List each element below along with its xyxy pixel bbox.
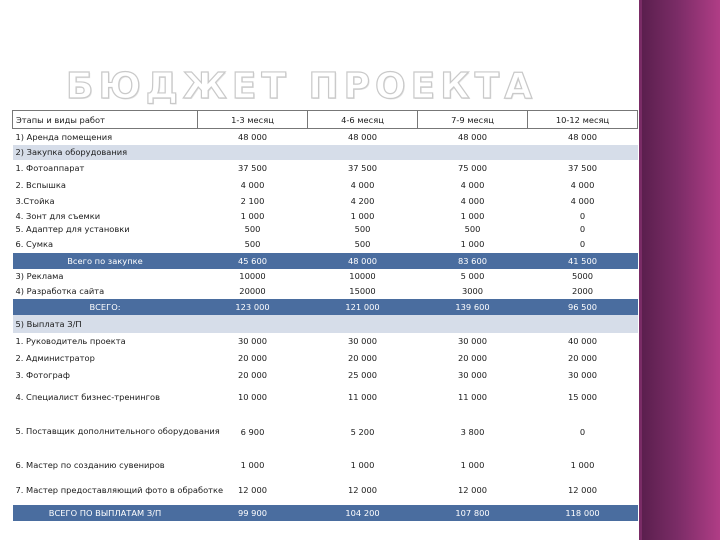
cell-value: 48 000 — [347, 131, 378, 142]
cell-value: 48 000 — [457, 131, 488, 142]
table-row — [13, 284, 638, 299]
row-label: 3) Реклама — [15, 271, 64, 281]
cell-value: 0 — [579, 210, 586, 221]
cell-value: 37 500 — [567, 163, 598, 173]
cell-value: 12 000 — [347, 485, 378, 495]
cell-value: 30 000 — [237, 336, 268, 346]
table-row — [13, 160, 638, 177]
cell-value: 11 000 — [347, 391, 378, 402]
cell-value: 41 500 — [528, 253, 638, 269]
cell-value: 4 000 — [460, 195, 485, 206]
cell-value: 0 — [579, 239, 586, 249]
cell-value: 75 000 — [457, 163, 488, 173]
cell-value: 20 000 — [457, 352, 488, 363]
cell-value: 139 600 — [418, 299, 528, 315]
total-row-salary — [13, 505, 638, 521]
table-row — [13, 236, 638, 253]
table-row — [13, 350, 638, 366]
cell-value: 3 800 — [460, 426, 485, 437]
cell-value: 500 — [354, 224, 371, 234]
table-row — [13, 366, 638, 384]
table-row — [13, 193, 638, 209]
cell-value: 0 — [579, 224, 586, 234]
cell-value: 30 000 — [347, 336, 378, 346]
cell-value: 10000 — [349, 271, 376, 281]
cell-value: 1 000 — [460, 210, 485, 221]
row-label: ВСЕГО: — [13, 299, 198, 315]
cell-value: 45 600 — [198, 253, 308, 269]
cell-value: 48 000 — [567, 131, 598, 142]
cell-value: 0 — [579, 426, 586, 437]
cell-value: 1 000 — [240, 459, 265, 470]
table-row — [13, 454, 638, 476]
budget-table — [12, 110, 638, 521]
section-row — [13, 315, 638, 333]
cell-value: 20000 — [239, 286, 266, 296]
cell-value: 20 000 — [347, 352, 378, 363]
cell-value: 4 000 — [570, 195, 595, 206]
cell-value: 30 000 — [457, 336, 488, 346]
cell-value: 1 000 — [350, 210, 375, 221]
cell-value — [528, 315, 638, 333]
row-label: 5) Выплата З/П — [13, 315, 198, 333]
cell-value: 20 000 — [237, 352, 268, 363]
cell-value: 10 000 — [237, 391, 268, 402]
cell-value: 12 000 — [567, 485, 598, 495]
cell-value: 118 000 — [528, 505, 638, 521]
cell-value — [418, 315, 528, 333]
cell-value: 12 000 — [457, 485, 488, 495]
row-label: 3.Стойка — [15, 195, 55, 206]
cell-value: 1 000 — [460, 459, 485, 470]
cell-value: 123 000 — [198, 299, 308, 315]
section-row — [13, 145, 638, 160]
table-row — [13, 177, 638, 193]
table-row — [13, 269, 638, 284]
table-row — [13, 333, 638, 350]
cell-value: 25 000 — [347, 369, 378, 380]
header-month-1-3: 1-3 месяц — [198, 111, 308, 129]
row-label: 1) Аренда помещения — [15, 131, 113, 142]
row-label: 4. Специалист бизнес-тренингов — [15, 391, 161, 402]
cell-value — [418, 145, 528, 160]
cell-value: 5 000 — [460, 271, 485, 281]
cell-value: 10000 — [239, 271, 266, 281]
cell-value: 1 000 — [240, 210, 265, 221]
cell-value — [308, 145, 418, 160]
cell-value: 4 000 — [350, 179, 375, 190]
cell-value: 15000 — [349, 286, 376, 296]
row-label: 2. Вспышка — [15, 179, 66, 190]
row-label: 4. Зонт для съемки — [15, 210, 101, 221]
cell-value — [198, 315, 308, 333]
table-row — [13, 410, 638, 454]
table-row — [13, 223, 638, 236]
cell-value: 4 200 — [350, 195, 375, 206]
table-header-row — [13, 111, 638, 129]
row-label: 1. Фотоаппарат — [15, 163, 85, 173]
cell-value: 104 200 — [308, 505, 418, 521]
table-row — [13, 384, 638, 410]
decorative-side-band — [642, 0, 720, 540]
header-month-10-12: 10-12 месяц — [528, 111, 638, 129]
table-row — [13, 129, 638, 145]
cell-value: 30 000 — [457, 369, 488, 380]
cell-value: 4 000 — [570, 179, 595, 190]
cell-value: 37 500 — [347, 163, 378, 173]
cell-value — [198, 145, 308, 160]
row-label: 4) Разработка сайта — [15, 286, 105, 296]
cell-value: 96 500 — [528, 299, 638, 315]
cell-value: 1 000 — [570, 459, 595, 470]
header-stages: Этапы и виды работ — [13, 111, 198, 129]
table-row — [13, 209, 638, 223]
cell-value: 500 — [244, 224, 261, 234]
cell-value: 4 000 — [460, 179, 485, 190]
row-label: 7. Мастер предоставляющий фото в обработке — [15, 484, 224, 495]
cell-value: 20 000 — [237, 369, 268, 380]
slide-title: БЮДЖЕТ ПРОЕКТА — [66, 66, 538, 107]
cell-value: 11 000 — [457, 391, 488, 402]
row-label: 6. Сумка — [15, 239, 54, 249]
header-month-4-6: 4-6 месяц — [308, 111, 418, 129]
cell-value: 48 000 — [308, 253, 418, 269]
cell-value: 500 — [354, 239, 371, 249]
cell-value: 2 100 — [240, 195, 265, 206]
cell-value: 1 000 — [460, 239, 485, 249]
cell-value: 99 900 — [198, 505, 308, 521]
row-label: 5. Поставщик дополнительного оборудования — [15, 426, 220, 436]
row-label: 3. Фотограф — [15, 369, 70, 380]
row-label: 5. Адаптер для установки — [15, 224, 130, 234]
cell-value: 1 000 — [350, 459, 375, 470]
cell-value: 15 000 — [567, 391, 598, 402]
cell-value: 48 000 — [237, 131, 268, 142]
cell-value: 500 — [464, 224, 481, 234]
cell-value: 5000 — [571, 271, 594, 281]
table-row — [13, 476, 638, 505]
cell-value: 30 000 — [567, 369, 598, 380]
cell-value: 40 000 — [567, 336, 598, 346]
cell-value: 121 000 — [308, 299, 418, 315]
cell-value — [528, 145, 638, 160]
cell-value: 107 800 — [418, 505, 528, 521]
cell-value: 2000 — [571, 286, 594, 296]
cell-value: 500 — [244, 239, 261, 249]
row-label: 6. Мастер по созданию сувениров — [15, 459, 165, 470]
total-row — [13, 299, 638, 315]
row-label: ВСЕГО ПО ВЫПЛАТАМ З/П — [13, 505, 198, 521]
total-row-purchase — [13, 253, 638, 269]
row-label: 1. Руководитель проекта — [15, 336, 126, 346]
cell-value: 3000 — [461, 286, 484, 296]
header-month-7-9: 7-9 месяц — [418, 111, 528, 129]
cell-value: 83 600 — [418, 253, 528, 269]
cell-value: 12 000 — [237, 485, 268, 495]
cell-value: 20 000 — [567, 352, 598, 363]
row-label: 2) Закупка оборудования — [13, 145, 198, 160]
cell-value: 6 900 — [240, 426, 265, 437]
row-label: 2. Администратор — [15, 352, 95, 363]
cell-value: 5 200 — [350, 426, 375, 437]
cell-value — [308, 315, 418, 333]
cell-value: 4 000 — [240, 179, 265, 190]
row-label: Всего по закупке — [13, 253, 198, 269]
cell-value: 37 500 — [237, 163, 268, 173]
